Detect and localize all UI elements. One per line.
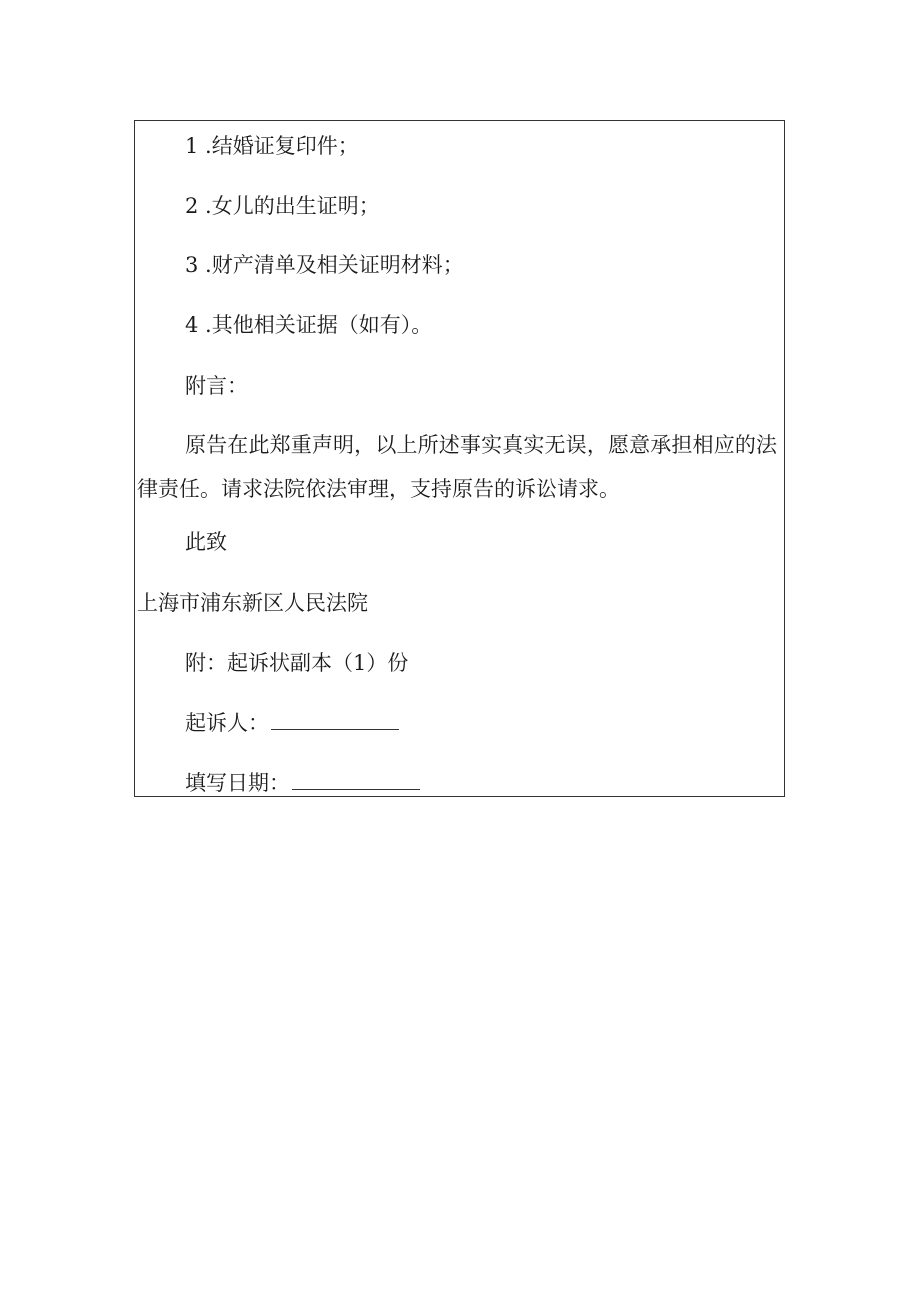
- plaintiff-signature-line: [185, 710, 399, 736]
- attachment-item-4: 4 .其他相关证据（如有）。: [185, 313, 433, 337]
- salutation: 此致: [185, 530, 227, 554]
- attachment-item-3: 3 .财产清单及相关证明材料；: [185, 253, 464, 277]
- plaintiff-label: 起诉人：: [185, 711, 269, 735]
- attachment-item-2: 2 .女儿的出生证明；: [185, 194, 380, 218]
- court-name: 上海市浦东新区人民法院: [137, 591, 368, 615]
- document-frame: [134, 120, 785, 797]
- attachment-item-1: 1 .结婚证复印件；: [185, 134, 359, 158]
- postscript-heading: 附言：: [185, 374, 248, 398]
- date-blank[interactable]: [292, 771, 420, 790]
- copies-note: 附：起诉状副本（1）份: [185, 651, 409, 675]
- plaintiff-blank[interactable]: [271, 711, 399, 730]
- date-line: [185, 770, 420, 796]
- statement-paragraph: 原告在此郑重声明，以上所述事实真实无误，愿意承担相应的法律责任。请求法院依法审理，支持原告的诉讼请求。: [137, 433, 777, 501]
- date-label: 填写日期：: [185, 771, 290, 795]
